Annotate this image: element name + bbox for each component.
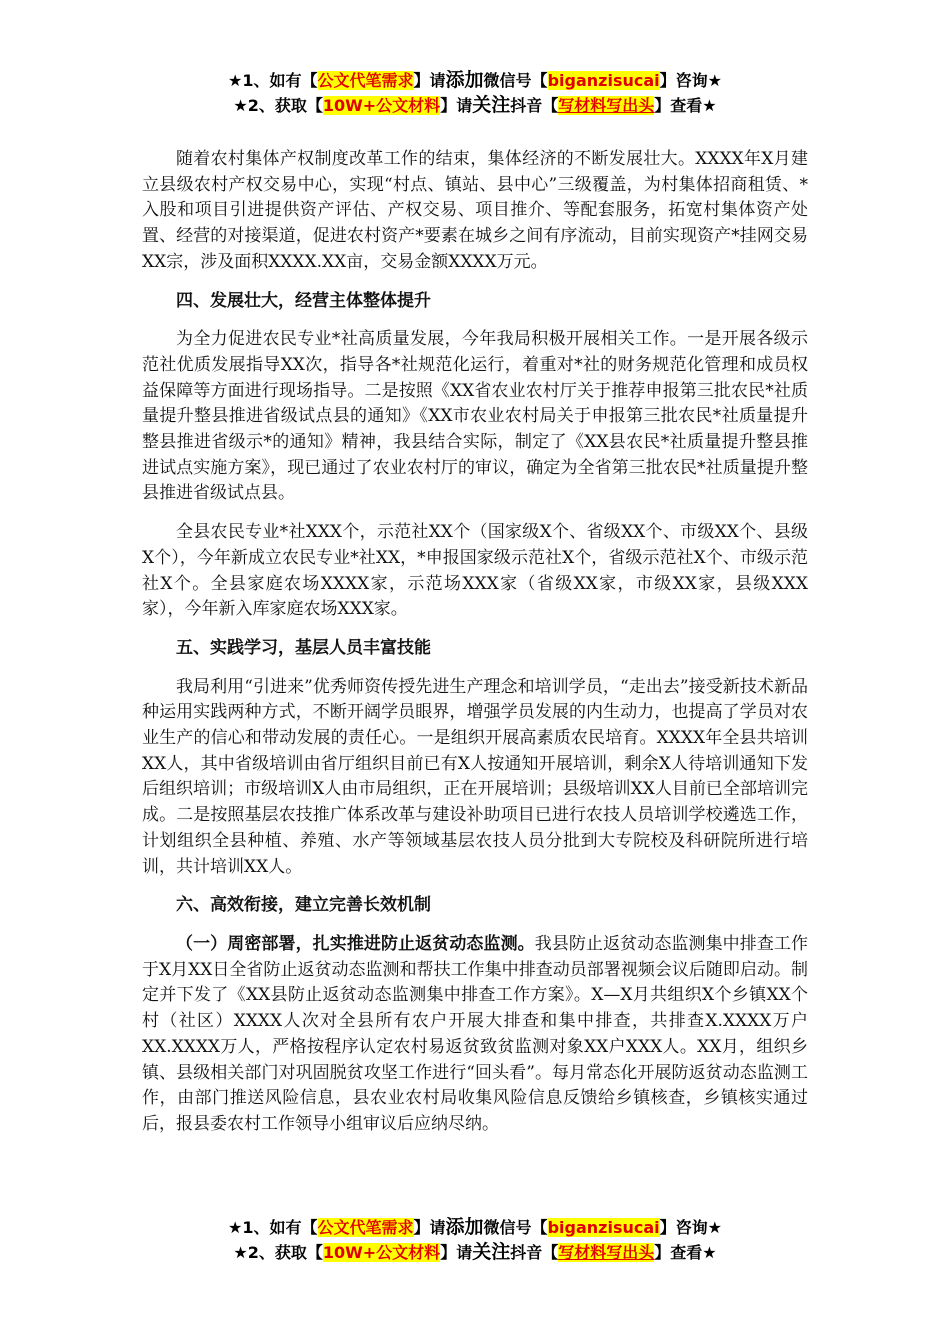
banner-text: 】请	[413, 71, 446, 90]
subsection-text: 我县防止返贫动态监测集中排查工作于X月XX日全省防止返贫动态监测和帮扶工作集中排查动员部署视频会议后随即启动。制定并下发了《XX县防止返贫动态监测集中排查工作方案》。X—X月共组织X个乡镇XX个村（社区）XXXX人次对全县所有农户开展大排查和集中排查，共排查X.XXXX万户XX.XXXX万人，严格按程序认定农村易返贫致贫监测对象XX户XXX人。XX月，组织乡镇、县级相关部门对巩固脱贫攻坚工作进行“回头看”。每月常态化开展防返贫动态监测工作，由部门推送风险信息，县农业农村局收集风险信息反馈给乡镇核查，乡镇核实通过后，报县委农村工作领导小组审议后应纳尽纳。	[142, 933, 808, 1134]
banner-text: 】请	[413, 1218, 446, 1237]
banner-text: 抖音【	[510, 96, 559, 115]
banner-text: 】查看★	[654, 1243, 717, 1262]
top-banner-line-2	[0, 93, 950, 118]
subsection-lead: （一）周密部署，扎实推进防止返贫动态监测。	[176, 933, 535, 954]
highlight-service: 公文代笔需求	[317, 71, 414, 90]
banner-text: 1、如有【	[242, 71, 318, 90]
top-banner-line-1	[0, 68, 950, 93]
banner-emphasis: 关注	[472, 94, 511, 116]
highlight-materials: 10W+公文材料	[322, 96, 441, 115]
section-4-heading: 四、发展壮大，经营主体整体提升	[176, 290, 431, 311]
banner-text: 】请	[440, 1243, 473, 1262]
star-icon: ★	[233, 1243, 248, 1262]
section-4-paragraph-2: 全县农民专业*社XXX个，示范社XX个（国家级X个、省级XX个、市级XX个、县级X个），今年新成立农民专业*社XX，*申报国家级示范社X个，省级示范社X个、市级示范社X个。全县家庭农场XXXX家，示范场XXX家（省级XX家，市级XX家，县级XXX家），今年新入库家庭农场XXX家。	[142, 522, 808, 620]
intro-paragraph: 随着农村集体产权制度改革工作的结束，集体经济的不断发展壮大。XXXX年X月建立县级农村产权交易中心，实现“村点、镇站、县中心”三级覆盖，为村集体招商租赁、*入股和项目引进提供资产评估、产权交易、项目推介、等配套服务，拓宽村集体资产处置、经营的对接渠道，促进农村资产*要素在城乡之间有序流动，目前实现资产*挂网交易XX宗，涉及面积XXXX.XX亩，交易金额XXXX万元。	[142, 149, 808, 272]
highlight-materials: 10W+公文材料	[322, 1243, 441, 1262]
star-icon: ★	[233, 96, 248, 115]
banner-emphasis: 添加	[445, 1216, 484, 1238]
banner-emphasis: 关注	[472, 1241, 511, 1263]
banner-text: 】请	[440, 96, 473, 115]
section-5-paragraph-1: 我局利用“引进来”优秀师资传授先进生产理念和培训学员，“走出去”接受新技术新品种运用实践两种方式，不断开阔学员眼界，增强学员发展的内生动力，也提高了学员对农业生产的信心和带动发展的责任心。一是组织开展高素质农民培育。XXXX年全县共培训XX人，其中省级培训由省厅组织目前已有X人按通知开展培训，剩余X人待培训通知下发后组织培训；市级培训X人由市局组织，正在开展培训；县级培训XX人目前已全部培训完成。二是按照基层农技推广体系改革与建设补助项目已进行农技人员培训学校遴选工作，计划组织全县种植、养殖、水产等领域基层农技人员分批到大专院校及科研院所进行培训，共计培训XX人。	[142, 676, 808, 877]
banner-text: 】咨询★	[659, 1218, 722, 1237]
star-icon: ★	[228, 1218, 243, 1237]
highlight-service: 公文代笔需求	[317, 1218, 414, 1237]
section-6-heading: 六、高效衔接，建立完善长效机制	[176, 895, 431, 916]
highlight-wechat-id: biganzisucai	[547, 1218, 660, 1237]
banner-text: 微信号【	[483, 71, 548, 90]
highlight-douyin-account: 写材料写出头	[558, 96, 655, 115]
star-icon: ★	[228, 71, 243, 90]
banner-text: 】查看★	[654, 96, 717, 115]
banner-text: 2、获取【	[247, 1243, 323, 1262]
section-4-paragraph-1: 为全力促进农民专业*社高质量发展，今年我局积极开展相关工作。一是开展各级示范社优质发展指导XX次，指导各*社规范化运行，着重对*社的财务规范化管理和成员权益保障等方面进行现场指导。二是按照《XX省农业农村厅关于推荐申报第三批农民*社质量提升整县推进省级试点县的通知》《XX市农业农村局关于申报第三批农民*社质量提升整县推进省级示*的通知》精神，我县结合实际，制定了《XX县农民*社质量提升整县推进试点实施方案》，现已通过了农业农村厅的审议，确定为全省第三批农民*社质量提升整县推进省级试点县。	[142, 329, 808, 504]
highlight-douyin-account: 写材料写出头	[558, 1243, 655, 1262]
banner-text: 】咨询★	[659, 71, 722, 90]
section-6-paragraph-1	[142, 932, 808, 1138]
banner-emphasis: 添加	[445, 69, 484, 91]
section-5-heading: 五、实践学习，基层人员丰富技能	[176, 637, 431, 658]
bottom-banner-line-2	[0, 1240, 950, 1265]
bottom-banner-line-1	[0, 1215, 950, 1240]
document-body	[142, 147, 808, 1138]
banner-text: 2、获取【	[247, 96, 323, 115]
banner-text: 微信号【	[483, 1218, 548, 1237]
banner-text: 抖音【	[510, 1243, 559, 1262]
highlight-wechat-id: biganzisucai	[547, 71, 660, 90]
banner-text: 1、如有【	[242, 1218, 318, 1237]
